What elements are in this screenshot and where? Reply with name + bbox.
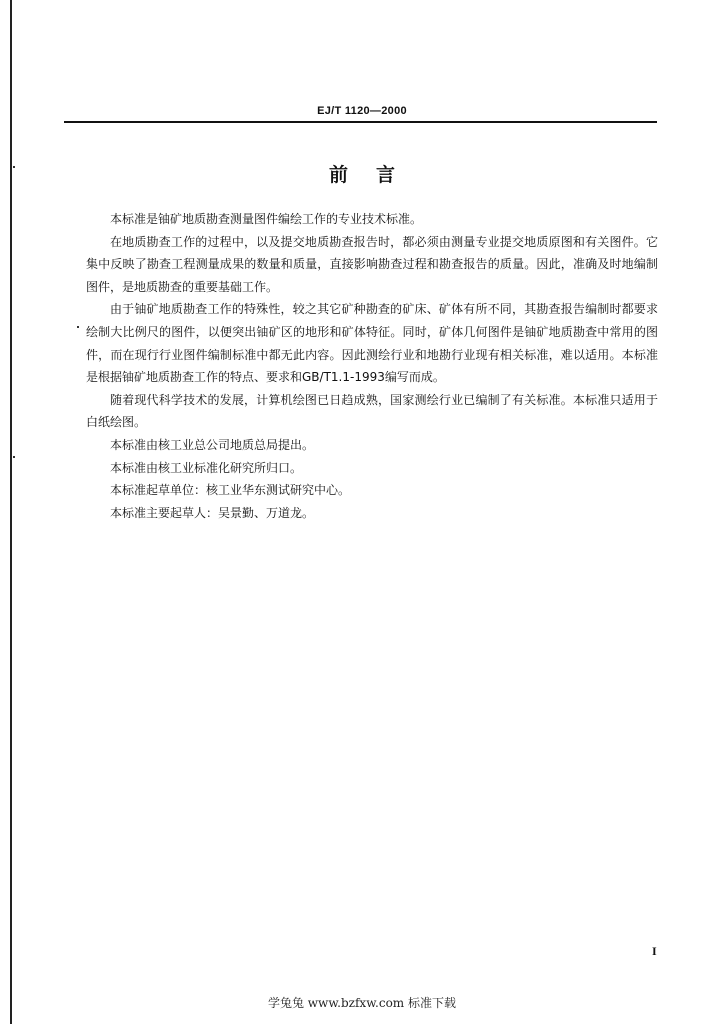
page-title — [0, 160, 724, 187]
footer-watermark: 学兔兔 www.bzfxw.com 标准下载 — [267, 996, 457, 1010]
scan-speck — [77, 326, 79, 328]
scan-speck — [13, 456, 15, 458]
title-char: 前 — [328, 164, 348, 186]
paragraph: 随着现代科学技术的发展，计算机绘图已日趋成熟，国家测绘行业已编制了有关标准。本标准只适用于白纸绘图。 — [86, 392, 658, 430]
paragraph: 本标准是铀矿地质勘查测量图件编绘工作的专业技术标准。 — [110, 212, 423, 226]
scan-border-line — [10, 0, 12, 1024]
paragraph: 本标准由核工业总公司地质总局提出。 — [110, 437, 315, 452]
standard-code: EJ/T 1120—2000 — [317, 105, 407, 117]
foreword-body — [86, 208, 658, 524]
paragraph: 本标准起草单位：核工业华东测试研究中心。 — [110, 483, 351, 498]
header-rule — [64, 121, 657, 123]
paragraph: 在地质勘查工作的过程中，以及提交地质勘查报告时，都必须由测量专业提交地质原图和有关图件。它集中反映了勘查工程测量成果的数量和质量，直接影响勘查过程和勘查报告的质量。因此，准确及时地编制图件，是地质勘查的重要基础工作。 — [86, 234, 658, 294]
page-number: I — [652, 944, 657, 958]
paragraph: 本标准主要起草人：吴景勤、万道龙。 — [110, 505, 315, 520]
paragraph: 由于铀矿地质勘查工作的特殊性，较之其它矿种勘查的矿床、矿体有所不同，其勘查报告编制时都要求绘制大比例尺的图件，以便突出铀矿区的地形和矿体特征。同时，矿体几何图件是铀矿地质勘查中常用的图件，而在现行行业图件编制标准中都无此内容。因此测绘行业和地勘行业现有相关标准，难以适用。本标准是根据铀矿地质勘查工作的特点、要求和GB/T1.1-1993编写而成。 — [86, 302, 658, 385]
paragraph: 本标准由核工业标准化研究所归口。 — [110, 460, 303, 475]
title-char: 言 — [376, 164, 396, 186]
